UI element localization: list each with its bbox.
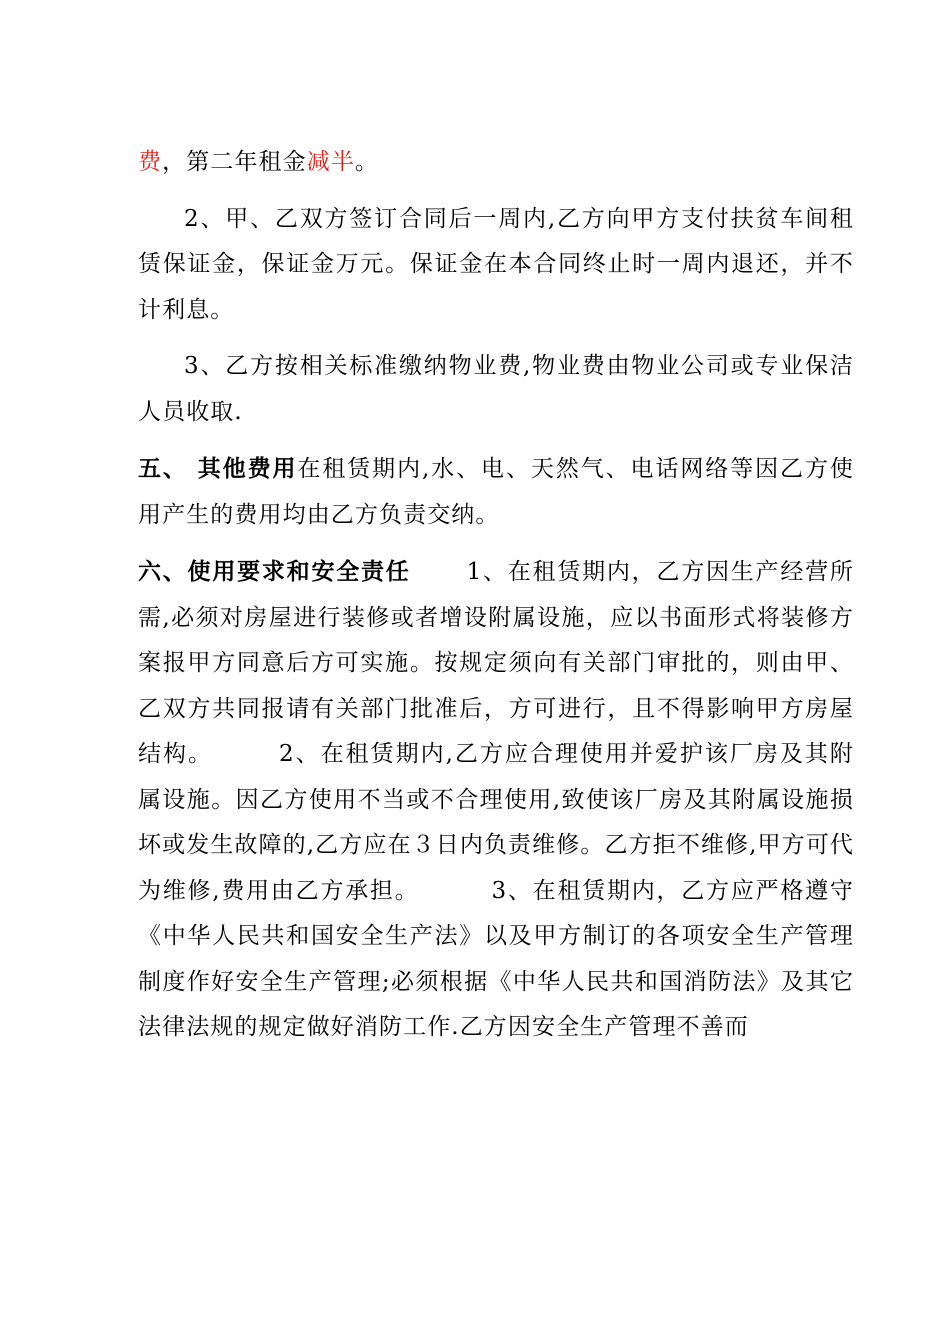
section-heading-other-fees: 五、 其他费用 [138, 455, 298, 482]
section-other-fees [138, 446, 854, 538]
highlighted-text-fee: 费 [138, 149, 163, 175]
section-usage-safety [138, 549, 854, 1051]
document-page [138, 140, 854, 1051]
clause-maintenance: 2、在租赁期内,乙方应合理使用并爱护该厂房及其附属设施。因乙方使用不当或不合理使用,致使该厂房及其附属设施损坏或发生故障的,乙方应在３日内负责维修。乙方拒不维修,甲方可代为维修,费用由乙方承担。 [138, 741, 854, 904]
paragraph-text: 。 [354, 149, 380, 175]
section-body-other-fees: 在租赁期内,水、电、天然气、电话网络等因乙方使用产生的费用均由乙方负责交纳。 [138, 456, 854, 528]
paragraph-property-fee: 3、乙方按相关标准缴纳物业费,物业费由物业公司或专业保洁人员收取. [138, 353, 854, 425]
clause-renovation: 1、在租赁期内，乙方因生产经营所需,必须对房屋进行装修或者增设附属设施，应以书面形式将装修方案报甲方同意后方可实施。按规定须向有关部门审批的，则由甲、乙双方共同报请有关部门批准后，方可进行，且不得影响甲方房屋结构。 [138, 559, 854, 767]
clause-safety-law: 3、在租赁期内，乙方应严格遵守《中华人民共和国安全生产法》以及甲方制订的各项安全生产管理制度作好安全生产管理;必须根据《中华人民共和国消防法》及其它法律法规的规定做好消防工作.乙方因安全生产管理不善而 [138, 877, 854, 1040]
section-heading-usage-safety: 六、使用要求和安全责任 [138, 558, 411, 585]
paragraph-deposit: 2、甲、乙双方签订合同后一周内,乙方向甲方支付扶贫车间租赁保证金，保证金万元。保证金在本合同终止时一周内退还，并不计利息。 [138, 205, 854, 323]
paragraph-rent-reduction [138, 140, 854, 186]
paragraph-text: ，第二年租金 [162, 149, 307, 175]
highlighted-text-half: 减半 [306, 149, 355, 175]
